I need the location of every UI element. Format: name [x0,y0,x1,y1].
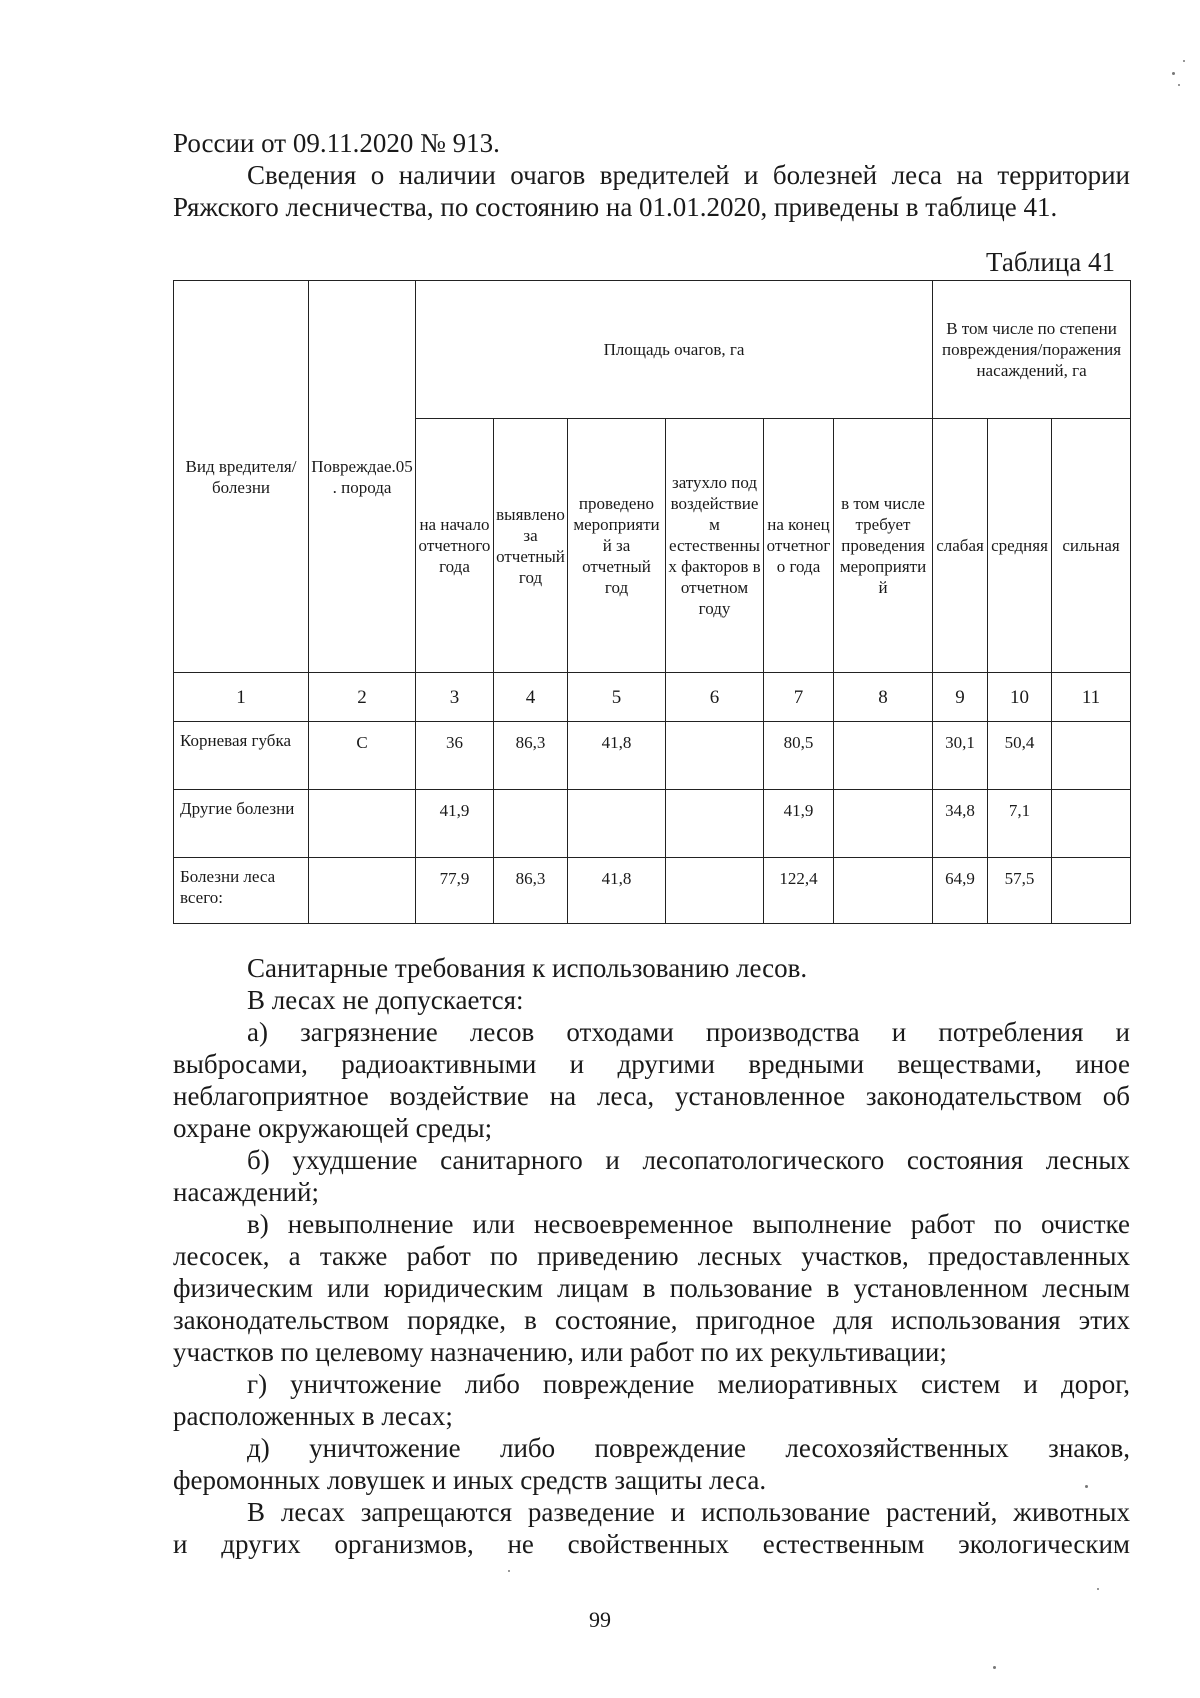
column-number: 11 [1052,673,1131,722]
column-number: 6 [666,673,764,722]
header-natural-decline: затухло под воздействием естественных факторов в отчетном году [666,419,764,673]
cell: 41,8 [568,722,666,790]
cell: 86,3 [494,858,568,924]
header-start-of-year: на начало отчетного года [416,419,494,673]
cell: 77,9 [416,858,494,924]
header-foci-area: Площадь очагов, га [416,281,933,419]
row-pest-name: Другие болезни [174,790,309,858]
scan-speck [1178,84,1180,86]
cell: 64,9 [933,858,988,924]
table-row [174,790,1131,858]
body-line: охране окружающей среды; [173,1113,493,1143]
scan-speck [1085,1485,1088,1488]
body-line: лесосек, а также работ по приведению лесных участков, предоставленных [173,1241,1130,1271]
cell [1052,790,1131,858]
cell: 50,4 [988,722,1052,790]
cell: 30,1 [933,722,988,790]
intro-line-3: Ряжского лесничества, по состоянию на 01.01.2020, приведены в таблице 41. [173,192,1058,222]
cell [834,722,933,790]
column-number: 5 [568,673,666,722]
intro-line-1: России от 09.11.2020 № 913. [173,128,500,158]
column-number: 3 [416,673,494,722]
column-number: 2 [309,673,416,722]
cell [834,858,933,924]
scan-speck [508,1570,510,1572]
cell [1052,722,1131,790]
scan-speck [1183,60,1185,62]
header-requires-measures: в том числе требует проведения мероприятий [834,419,933,673]
header-detected: выявлено за отчетный год [494,419,568,673]
cell [666,858,764,924]
body-line: а) загрязнение лесов отходами производства и потребления и [247,1017,1130,1047]
cell: 41,9 [416,790,494,858]
header-strong: сильная [1052,419,1131,673]
cell [568,790,666,858]
body-line: законодательством порядке, в состояние, пригодное для использования этих [173,1305,1130,1335]
cell: 41,9 [764,790,834,858]
column-numbers-row [174,673,1131,722]
cell [834,790,933,858]
cell [1052,858,1131,924]
header-measures-done: проведено мероприятий за отчетный год [568,419,666,673]
scan-speck [1097,1588,1099,1590]
cell [666,790,764,858]
body-line: феромонных ловушек и иных средств защиты леса. [173,1465,767,1495]
body-line: выбросами, радиоактивными и другими вредными веществами, иное [173,1049,1130,1079]
pest-foci-table [173,280,1131,924]
cell: 57,5 [988,858,1052,924]
table-row [174,722,1131,790]
body-line: В лесах не допускается: [247,985,524,1015]
column-number: 7 [764,673,834,722]
header-weak: слабая [933,419,988,673]
column-number: 9 [933,673,988,722]
header-damage-degree: В том числе по степени повреждения/поражения насаждений, га [933,281,1131,419]
table-caption: Таблица 41 [986,247,1115,277]
body-line: и других организмов, не свойственных естественным экологическим [173,1529,1130,1559]
cell: 36 [416,722,494,790]
body-line: Санитарные требования к использованию лесов. [247,953,808,983]
row-pest-name: Корневая губка [174,722,309,790]
cell: 122,4 [764,858,834,924]
body-line: неблагоприятное воздействие на леса, установленное законодательством об [173,1081,1130,1111]
body-line: насаждений; [173,1177,319,1207]
header-medium: средняя [988,419,1052,673]
page-number: 99 [589,1607,611,1632]
header-pest-type: Вид вредителя/болезни [174,281,309,673]
body-line: г) уничтожение либо повреждение мелиоративных систем и дорог, [247,1369,1130,1399]
cell: 80,5 [764,722,834,790]
column-number: 10 [988,673,1052,722]
cell [309,790,416,858]
body-line: расположенных в лесах; [173,1401,453,1431]
cell [309,858,416,924]
intro-line-2: Сведения о наличии очагов вредителей и болезней леса на территории [247,160,1130,190]
cell: 41,8 [568,858,666,924]
row-pest-name: Болезни леса всего: [174,858,309,924]
body-line: б) ухудшение санитарного и лесопатологического состояния лесных [247,1145,1130,1175]
column-number: 4 [494,673,568,722]
cell [666,722,764,790]
header-damaged-species: Повреждае.05. порода [309,281,416,673]
body-line: В лесах запрещаются разведение и использование растений, животных [247,1497,1130,1527]
body-line: д) уничтожение либо повреждение лесохозяйственных знаков, [247,1433,1130,1463]
cell: 7,1 [988,790,1052,858]
cell: С [309,722,416,790]
column-number: 1 [174,673,309,722]
cell [494,790,568,858]
table-row-total [174,858,1131,924]
cell: 34,8 [933,790,988,858]
body-line: в) невыполнение или несвоевременное выполнение работ по очистке [247,1209,1130,1239]
header-end-of-year: на конец отчетного года [764,419,834,673]
column-number: 8 [834,673,933,722]
body-line: физическим или юридическим лицам в пользование в установленном лесным [173,1273,1130,1303]
scan-speck [1172,72,1175,75]
scan-speck [993,1666,996,1669]
body-line: участков по целевому назначению, или работ по их рекультивации; [173,1337,947,1367]
cell: 86,3 [494,722,568,790]
